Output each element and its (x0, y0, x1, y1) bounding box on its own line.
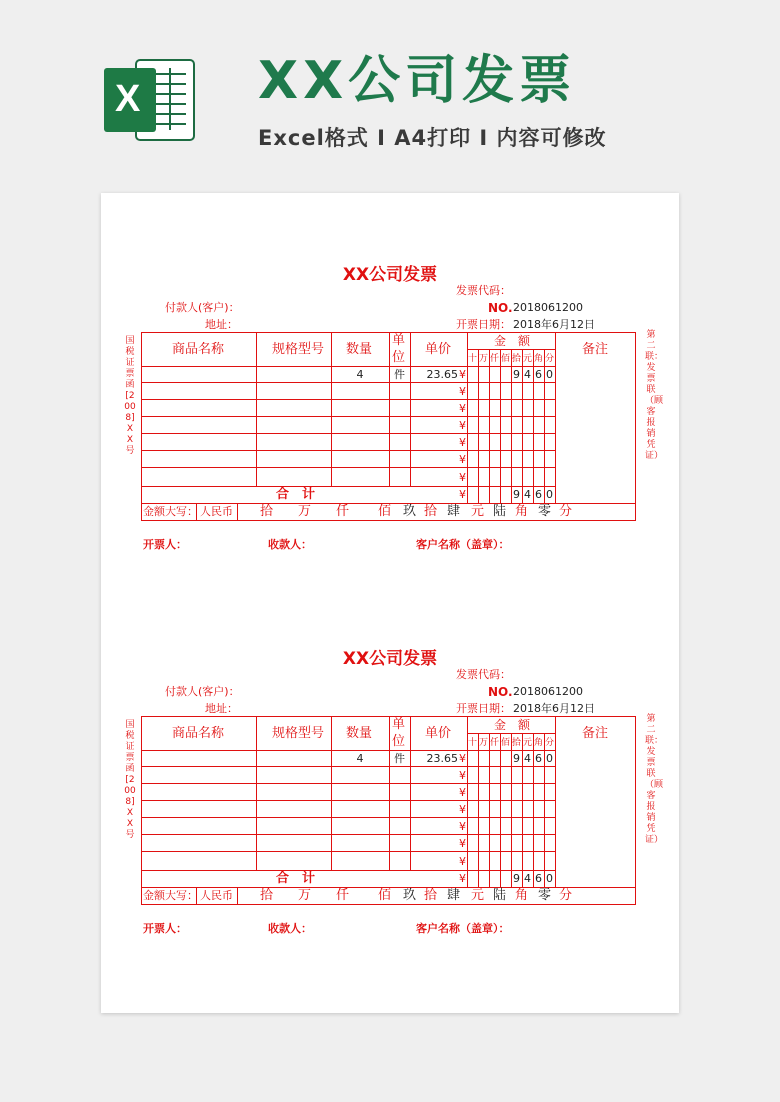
daxie-unit: 分 (559, 504, 573, 519)
customer-label: 客户名称（盖章）： (416, 922, 510, 935)
daxie-unit: 拾 (424, 888, 438, 903)
daxie-value: 零 (538, 504, 552, 519)
rmb-label: 人民币 (200, 889, 233, 902)
invoice-code-label: 发票代码： (456, 284, 511, 297)
col-amount: 金 额 (494, 334, 531, 348)
digit-header: 十 (467, 738, 477, 748)
row-digit: 4 (524, 368, 531, 381)
daxie-unit: 万 (298, 504, 312, 519)
daxie-unit: 拾 (260, 888, 274, 903)
total-digit: 9 (513, 488, 520, 501)
row-price[interactable]: 23.65 (426, 368, 458, 381)
digit-header: 分 (544, 738, 554, 748)
no-value[interactable]: 2018061200 (513, 301, 583, 314)
row-unit[interactable]: 件 (394, 368, 405, 381)
row-price[interactable]: 23.65 (426, 752, 458, 765)
invoice-grid (0, 258, 780, 588)
address-label: 地址： (205, 702, 238, 715)
digit-header: 仟 (489, 738, 499, 748)
daxie-value: 零 (538, 888, 552, 903)
yuan-sign: ¥ (459, 488, 466, 501)
daxie-unit: 仟 (336, 504, 350, 519)
payee-label: 收款人： (268, 922, 312, 935)
daxie-value: 玖 (403, 888, 417, 903)
digit-header: 元 (522, 354, 532, 364)
daxie-unit: 佰 (378, 888, 392, 903)
payer-label: 付款人(客户)： (165, 685, 240, 698)
daxie-unit: 元 (471, 888, 485, 903)
row-digit: 9 (513, 368, 520, 381)
daxie-value: 肆 (447, 504, 461, 519)
yuan-sign: ¥ (459, 419, 466, 432)
col-spec: 规格型号 (272, 342, 325, 357)
col-spec: 规格型号 (272, 726, 325, 741)
right-side-label: 第二联：发票联（顾客报销凭证） (645, 714, 664, 845)
daxie-unit: 拾 (260, 504, 274, 519)
digit-header: 仟 (489, 354, 499, 364)
invoice-title: XX公司发票 (342, 265, 438, 285)
row-digit: 6 (535, 368, 542, 381)
payer-label: 付款人(客户)： (165, 301, 240, 314)
daxie-value: 陆 (493, 888, 507, 903)
yuan-sign: ¥ (459, 786, 466, 799)
yuan-sign: ¥ (459, 453, 466, 466)
yuan-sign: ¥ (459, 436, 466, 449)
date-label: 开票日期： (456, 318, 511, 331)
col-unit-2: 位 (392, 734, 406, 749)
invoice-2 (0, 642, 780, 972)
total-digit: 9 (513, 872, 520, 885)
yuan-sign: ¥ (459, 837, 466, 850)
customer-label: 客户名称（盖章）： (416, 538, 510, 551)
yuan-sign: ¥ (459, 402, 466, 415)
col-unit-1: 单 (392, 717, 406, 732)
invoice-1 (0, 258, 780, 588)
digit-header: 角 (533, 354, 543, 364)
col-remark: 备注 (582, 726, 609, 741)
page-title: XX公司发票 (258, 51, 577, 111)
yuan-sign: ¥ (459, 803, 466, 816)
no-value[interactable]: 2018061200 (513, 685, 583, 698)
daxie-unit: 角 (515, 888, 529, 903)
digit-header: 拾 (511, 354, 521, 364)
yuan-sign: ¥ (459, 872, 466, 885)
daxie-value: 玖 (403, 504, 417, 519)
yuan-sign: ¥ (459, 471, 466, 484)
col-unit-1: 单 (392, 333, 406, 348)
yuan-sign: ¥ (459, 368, 466, 381)
daxie-label: 金额大写： (143, 505, 198, 518)
daxie-unit: 角 (515, 504, 529, 519)
row-digit: 6 (535, 752, 542, 765)
left-side-label: 国税证票函[2008]XX号 (124, 720, 136, 840)
row-unit[interactable]: 件 (394, 752, 405, 765)
total-label: 合 计 (276, 487, 316, 502)
total-digit: 6 (535, 488, 542, 501)
row-digit: 4 (524, 752, 531, 765)
yuan-sign: ¥ (459, 385, 466, 398)
yuan-sign: ¥ (459, 752, 466, 765)
col-qty: 数量 (346, 342, 373, 357)
invoice-code-label: 发票代码： (456, 668, 511, 681)
left-side-label: 国税证票函[2008]XX号 (124, 336, 136, 456)
rmb-label: 人民币 (200, 505, 233, 518)
digit-header: 万 (478, 354, 488, 364)
daxie-unit: 仟 (336, 888, 350, 903)
total-digit: 0 (546, 488, 553, 501)
invoice-grid (0, 642, 780, 972)
row-digit: 9 (513, 752, 520, 765)
digit-header: 佰 (500, 738, 510, 748)
daxie-unit: 佰 (378, 504, 392, 519)
page-subtitle: Excel格式 I A4打印 I 内容可修改 (258, 126, 607, 150)
no-label: NO. (488, 301, 513, 315)
digit-header: 角 (533, 738, 543, 748)
excel-icon (100, 52, 198, 148)
daxie-label: 金额大写： (143, 889, 198, 902)
issuer-label: 开票人： (143, 538, 187, 551)
payee-label: 收款人： (268, 538, 312, 551)
digit-header: 拾 (511, 738, 521, 748)
col-amount: 金 额 (494, 718, 531, 732)
no-label: NO. (488, 685, 513, 699)
row-digit: 0 (546, 368, 553, 381)
row-digit: 0 (546, 752, 553, 765)
right-side-label: 第二联：发票联（顾客报销凭证） (645, 330, 664, 461)
total-digit: 4 (524, 488, 531, 501)
daxie-unit: 元 (471, 504, 485, 519)
yuan-sign: ¥ (459, 820, 466, 833)
col-price: 单价 (425, 342, 452, 357)
col-remark: 备注 (582, 342, 609, 357)
col-price: 单价 (425, 726, 452, 741)
date-value[interactable]: 2018年6月12日 (513, 702, 595, 715)
digit-header: 佰 (500, 354, 510, 364)
date-value[interactable]: 2018年6月12日 (513, 318, 595, 331)
total-digit: 6 (535, 872, 542, 885)
digit-header: 万 (478, 738, 488, 748)
row-qty[interactable]: 4 (356, 752, 364, 765)
col-product: 商品名称 (172, 726, 225, 741)
col-qty: 数量 (346, 726, 373, 741)
yuan-sign: ¥ (459, 769, 466, 782)
daxie-unit: 万 (298, 888, 312, 903)
total-digit: 0 (546, 872, 553, 885)
daxie-value: 陆 (493, 504, 507, 519)
logo-letter: X (115, 78, 141, 120)
daxie-value: 肆 (447, 888, 461, 903)
invoice-title: XX公司发票 (342, 649, 438, 669)
digit-header: 元 (522, 738, 532, 748)
digit-header: 分 (544, 354, 554, 364)
total-label: 合 计 (276, 871, 316, 886)
yuan-sign: ¥ (459, 855, 466, 868)
daxie-unit: 拾 (424, 504, 438, 519)
date-label: 开票日期： (456, 702, 511, 715)
col-product: 商品名称 (172, 342, 225, 357)
col-unit-2: 位 (392, 350, 406, 365)
digit-header: 十 (467, 354, 477, 364)
daxie-unit: 分 (559, 888, 573, 903)
total-digit: 4 (524, 872, 531, 885)
row-qty[interactable]: 4 (356, 368, 364, 381)
issuer-label: 开票人： (143, 922, 187, 935)
address-label: 地址： (205, 318, 238, 331)
